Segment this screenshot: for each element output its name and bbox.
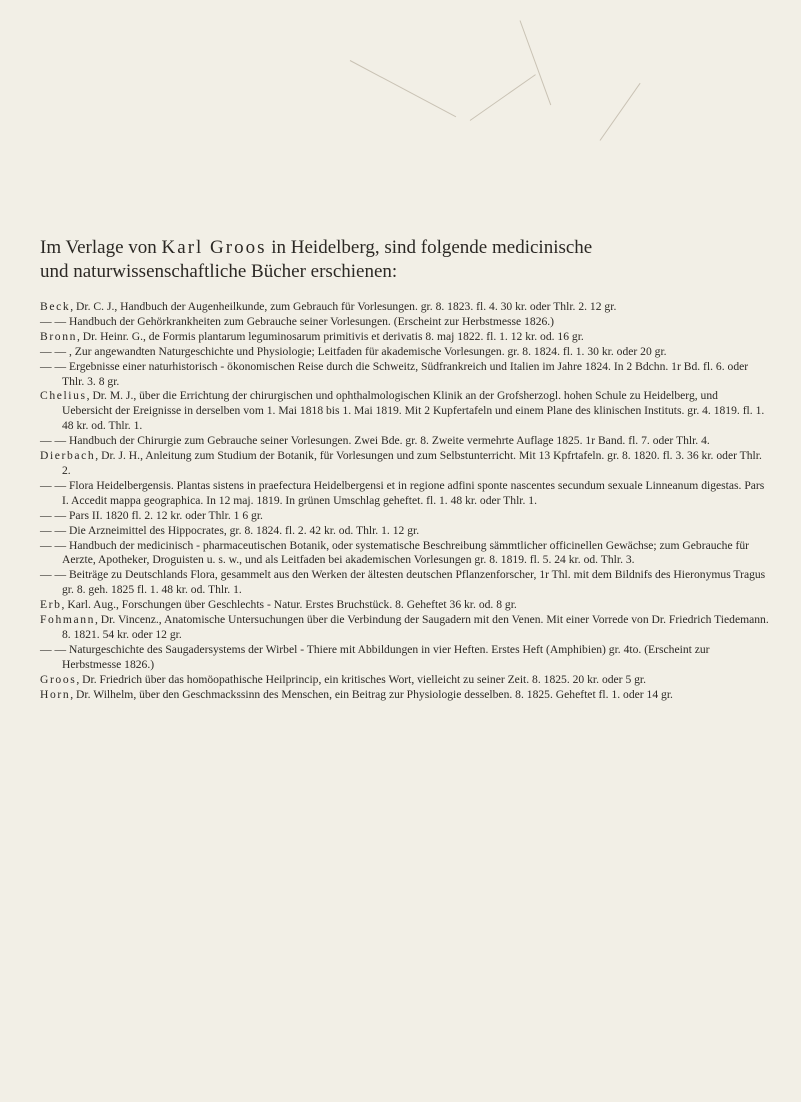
author-name: Horn: [40, 687, 71, 701]
paper-scratch: [470, 74, 536, 121]
book-entry: [40, 643, 770, 673]
author-name: Fohmann: [40, 613, 95, 627]
entry-text: , Dr. M. J., über die Errichtung der chirurgischen und ophthalmologischen Klinik an der Grofsherzogl. hohen Schule zu Heidelberg, und Uebersicht der Ereignisse in derselben vom 1. Mai 1818 bis 1. Mai 1819. Mit 2 Kupfertafeln und einem Plane des klinischen Instituts. gr. 4. 1819. fl. 1. 48 kr. od. Thlr. 1.: [62, 389, 765, 433]
entry-text: — — Naturgeschichte des Saugadersystems der Wirbel - Thiere mit Abbildungen in vier Heften. Erstes Heft (Amphibien) gr. 4to. (Erscheint zur Herbstmesse 1826.): [40, 642, 710, 671]
entry-text: , Dr. Heinr. G., de Formis plantarum leguminosarum primitivis et derivatis 8. maj 1822. fl. 1. 12 kr. od. 16 gr.: [76, 329, 584, 343]
book-entry: [40, 449, 770, 479]
book-list: [40, 300, 770, 702]
entry-text: , Dr. C. J., Handbuch der Augenheilkunde, zum Gebrauch für Vorlesungen. gr. 8. 1823. fl. 4. 30 kr. oder Thlr. 2. 12 gr.: [70, 300, 617, 313]
entry-text: — — , Zur angewandten Naturgeschichte und Physiologie; Leitfaden für akademische Vorlesungen. gr. 8. 1824. fl. 1. 30 kr. oder 20 gr.: [40, 344, 667, 358]
book-entry: [40, 479, 770, 509]
announcement-line-1: [40, 236, 780, 260]
publisher-announcement: [40, 236, 780, 284]
announcement-line-2: und naturwissenschaftliche Bücher erschienen:: [40, 261, 398, 282]
book-entry: [40, 673, 770, 688]
book-entry: [40, 389, 770, 434]
book-entry: [40, 688, 770, 703]
book-entry: [40, 613, 770, 643]
book-entry: [40, 330, 770, 345]
author-name: Chelius: [40, 389, 87, 403]
announcement-location: in Heidelberg, sind folgende medicinische: [271, 237, 593, 258]
author-name: Dierbach: [40, 449, 96, 463]
entry-text: — — Pars II. 1820 fl. 2. 12 kr. oder Thlr. 1 6 gr.: [40, 508, 263, 522]
publisher-name: Karl Groos: [161, 237, 267, 258]
book-entry: [40, 360, 770, 390]
announcement-intro: Im Verlage von: [40, 237, 157, 258]
author-name: Beck: [40, 300, 71, 313]
book-entry: [40, 434, 770, 449]
entry-text: , Dr. J. H., Anleitung zum Studium der Botanik, für Vorlesungen und zum Selbstunterricht. Mit 13 Kpfrtafeln. gr. 8. 1820. fl. 3. 36 kr. oder Thlr. 2.: [62, 449, 762, 477]
entry-text: , Dr. Wilhelm, über den Geschmackssinn des Menschen, ein Beitrag zur Physiologie desselben. 8. 1825. Geheftet fl. 1. oder 14 gr.: [70, 687, 673, 701]
paper-scratch: [350, 60, 456, 117]
entry-text: — — Flora Heidelbergensis. Plantas sistens in praefectura Heidelbergensi et in regione adfini sponte nascentes secundum sexuale Linneanum digestas. Pars I. Accedit mappa geographica. In 12 maj. 1819. In grünen Umschlag geheftet. fl. 1. 48 kr. oder Thlr. 1.: [40, 478, 765, 507]
entry-text: , Dr. Friedrich über das homöopathische Heilprincip, ein kritisches Wort, vielleicht zu seiner Zeit. 8. 1825. 20 kr. oder 5 gr.: [76, 672, 647, 686]
entry-text: , Dr. Vincenz., Anatomische Untersuchungen über die Verbindung der Saugadern mit den Venen. Mit einer Vorrede von Dr. Friedrich Tiedemann. 8. 1821. 54 kr. oder 12 gr.: [62, 613, 769, 641]
book-entry: [40, 539, 770, 569]
paper-scratch: [600, 83, 641, 141]
entry-text: — — Beiträge zu Deutschlands Flora, gesammelt aus den Werken der ältesten deutschen Pflanzenforscher, 1r Thl. mit dem Bildnifs des Hieronymus Tragus gr. 8. geh. 1825 fl. 1. 48 kr. od. Thlr. 1.: [40, 568, 766, 597]
entry-text: , Karl. Aug., Forschungen über Geschlechts - Natur. Erstes Bruchstück. 8. Geheftet 36 kr. od. 8 gr.: [61, 598, 517, 612]
author-name: Groos: [40, 672, 77, 686]
entry-text: — — Die Arzneimittel des Hippocrates, gr. 8. 1824. fl. 2. 42 kr. od. Thlr. 1. 12 gr.: [40, 523, 420, 537]
book-entry: [40, 345, 770, 360]
author-name: Bronn: [40, 329, 77, 343]
entry-text: — — Handbuch der Gehörkrankheiten zum Gebrauche seiner Vorlesungen. (Erscheint zur Herbstmesse 1826.): [40, 314, 555, 328]
book-entry: [40, 568, 770, 598]
paper-scratch: [520, 20, 552, 105]
entry-text: — — Ergebnisse einer naturhistorisch - ökonomischen Reise durch die Schweitz, Südfrankreich und Italien im Jahre 1824. In 2 Bdchn. 1r Bd. fl. 6. oder Thlr. 3. 8 gr.: [40, 359, 749, 388]
author-name: Erb: [40, 598, 62, 612]
book-entry: [40, 524, 770, 539]
book-entry: [40, 598, 770, 613]
book-entry: [40, 509, 770, 524]
entry-text: — — Handbuch der medicinisch - pharmaceutischen Botanik, oder systematische Beschreibung sämmtlicher officinellen Gewächse; zum Gebrauche für Aerzte, Apotheker, Droguisten u. s. w., und als Leitfaden bei akademischen Vorlesungen gr. 8. 1819. fl. 5. 24 kr. od. Thlr. 3.: [40, 538, 750, 567]
book-entry: [40, 300, 770, 315]
book-entry: [40, 315, 770, 330]
entry-text: — — Handbuch der Chirurgie zum Gebrauche seiner Vorlesungen. Zwei Bde. gr. 8. Zweite vermehrte Auflage 1825. 1r Band. fl. 7. oder Thlr. 4.: [40, 434, 710, 448]
